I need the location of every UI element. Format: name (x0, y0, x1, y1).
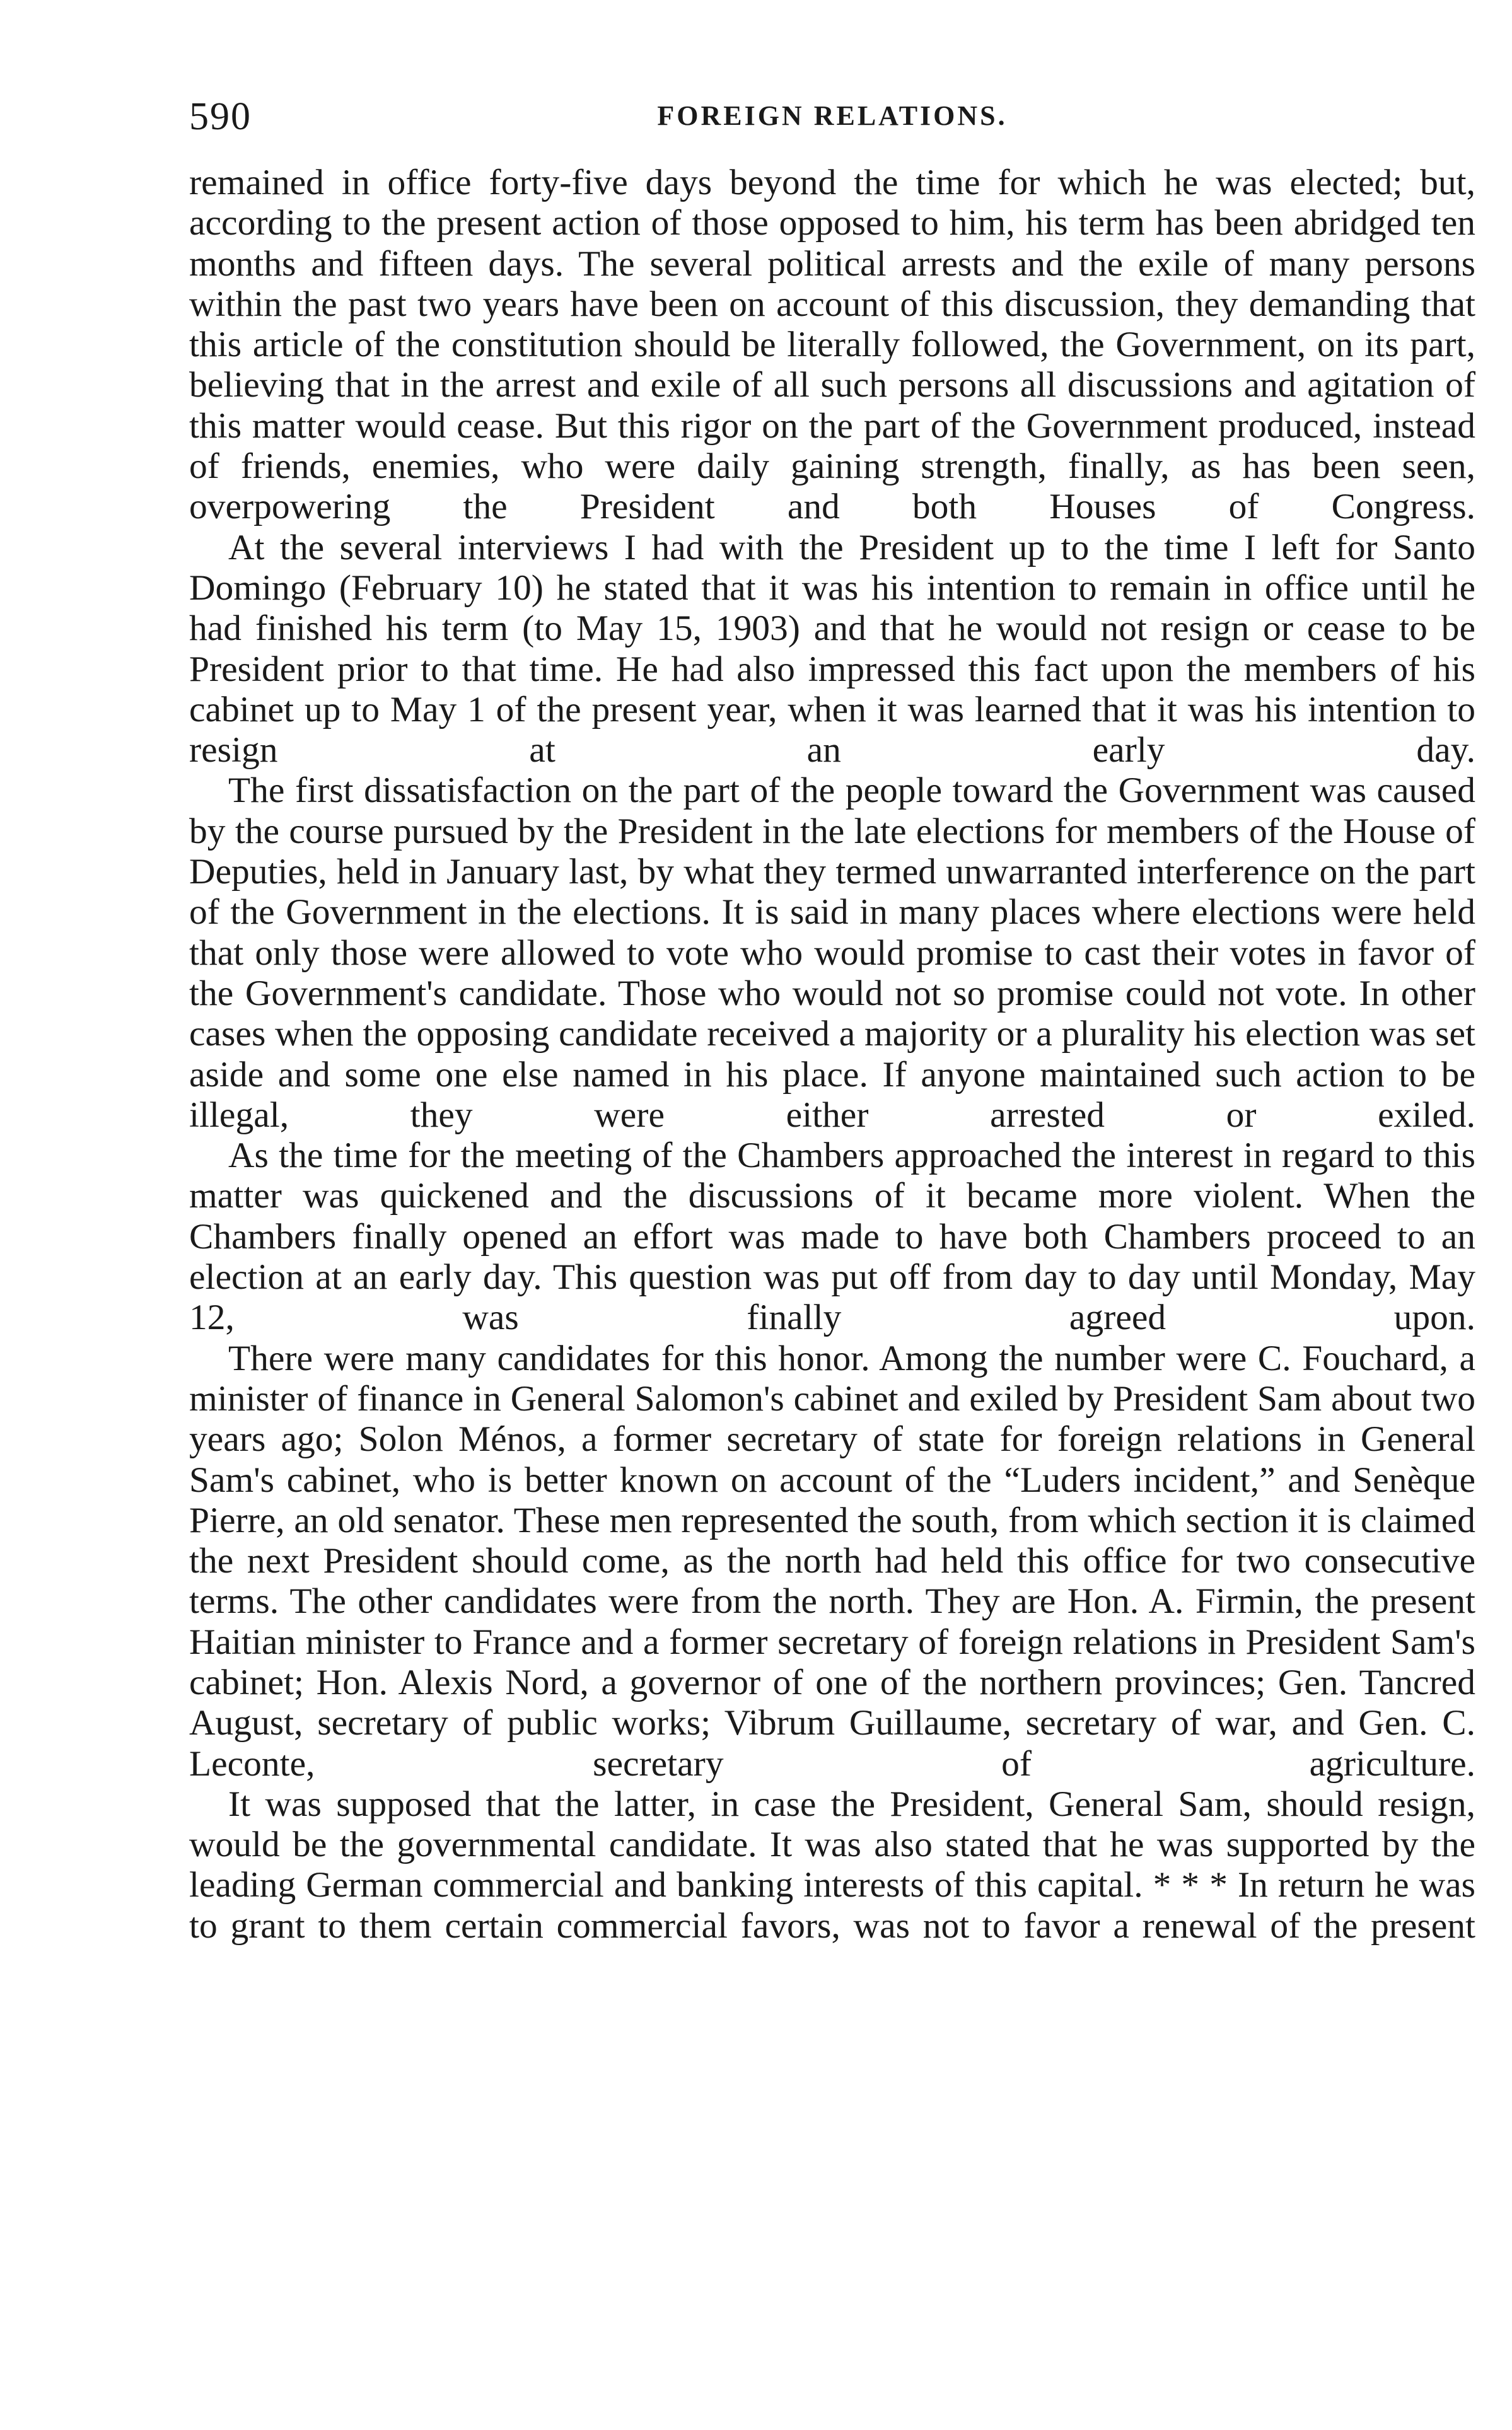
paragraph: At the several interviews I had with the President up to the time I left for Santo Domingo (February 10) he stated that it was his intention to remain in office until he had finished his term (to May 15, 1903) and that he would not resign or cease to be President prior to that time. He had also impressed this fact upon the members of his cabinet up to May 1 of the present year, when it was learned that it was his intention to resign at an early day. (189, 527, 1475, 770)
page-header (189, 95, 1475, 158)
body-text (189, 163, 1475, 1946)
paragraph: As the time for the meeting of the Chambers approached the interest in regard to this matter was quickened and the discussions of it became more violent. When the Chambers finally opened an effort was made to have both Chambers proceed to an election at an early day. This question was put off from day to day until Monday, May 12, was finally agreed upon. (189, 1136, 1475, 1338)
paragraph: remained in office forty-five days beyond the time for which he was elected; but, according to the present action of those opposed to him, his term has been abridged ten months and fifteen days. The several political arrests and the exile of many persons within the past two years have been on account of this discussion, they demanding that this article of the constitution should be literally followed, the Government, on its part, believing that in the arrest and exile of all such persons all discussions and agitation of this matter would cease. But this rigor on the part of the Government produced, instead of friends, enemies, who were daily gaining strength, finally, as has been seen, overpowering the President and both Houses of Congress. (189, 163, 1475, 527)
paragraph: The first dissatisfaction on the part of the people toward the Government was caused by the course pursued by the President in the late elections for members of the House of Deputies, held in January last, by what they termed unwarranted interference on the part of the Government in the elections. It is said in many places where elections were held that only those were allowed to vote who would promise to cast their votes in favor of the Government's candidate. Those who would not so promise could not vote. In other cases when the opposing candidate received a majority or a plurality his election was set aside and some one else named in his place. If anyone maintained such action to be illegal, they were either arrested or exiled. (189, 770, 1475, 1135)
running-title: FOREIGN RELATIONS. (657, 100, 1008, 131)
paragraph: It was supposed that the latter, in case the President, General Sam, should resign, would be the governmental candidate. It was also stated that he was supported by the leading German commercial and banking interests of this capital. * * * In return he was to grant to them certain commercial favors, was not to favor a renewal of the present (189, 1784, 1475, 1946)
paragraph: There were many candidates for this honor. Among the number were C. Fouchard, a minister of finance in General Salomon's cabinet and exiled by President Sam about two years ago; Solon Ménos, a former secretary of state for foreign relations in General Sam's cabinet, who is better known on account of the “Luders incident,” and Senèque Pierre, an old senator. These men represented the south, from which section it is claimed the next President should come, as the north had held this office for two consecutive terms. The other candidates were from the north. They are Hon. A. Firmin, the present Haitian minister to France and a former secretary of foreign relations in President Sam's cabinet; Hon. Alexis Nord, a governor of one of the northern provinces; Gen. Tancred August, secretary of public works; Vibrum Guillaume, secretary of war, and Gen. C. Leconte, secretary of agriculture. (189, 1338, 1475, 1784)
page-number: 590 (189, 95, 252, 138)
document-page (189, 95, 1475, 1946)
